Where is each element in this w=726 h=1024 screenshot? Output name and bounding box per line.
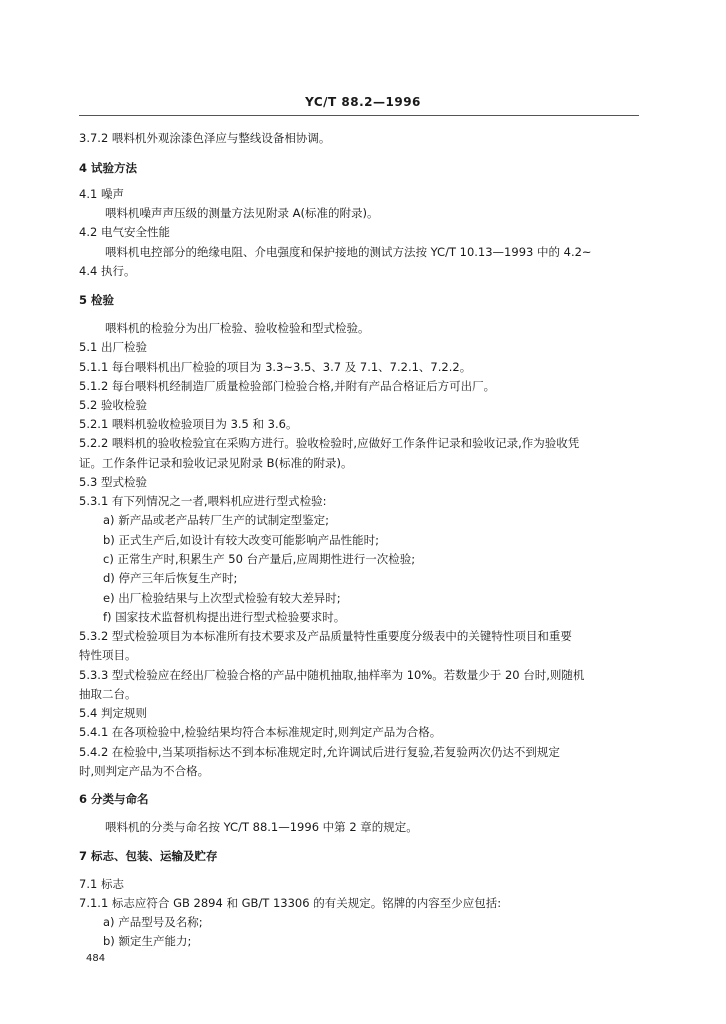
header-rule	[79, 115, 639, 116]
list-item-7-a: a) 产品型号及名称;	[103, 915, 203, 929]
list-item-7-b: b) 额定生产能力;	[103, 934, 192, 948]
clause-5-2-2-cont: 证。工作条件记录和验收记录见附录 B(标准的附录)。	[79, 456, 353, 470]
clause-5-2-heading: 5.2 验收检验	[79, 398, 147, 412]
list-item-b: b) 正式生产后,如设计有较大改变可能影响产品性能时;	[103, 533, 379, 547]
list-item-f: f) 国家技术监督机构提出进行型式检验要求时。	[103, 610, 346, 624]
clause-5-3-2: 5.3.2 型式检验项目为本标准所有技术要求及产品质量特性重要度分级表中的关键特性项目和重要	[79, 629, 572, 643]
clause-5-3-heading: 5.3 型式检验	[79, 475, 147, 489]
clause-5-3-3: 5.3.3 型式检验应在经出厂检验合格的产品中随机抽取,抽样率为 10%。若数量少于 20 台时,则随机	[79, 668, 585, 682]
clause-5-3-1: 5.3.1 有下列情况之一者,喂料机应进行型式检验:	[79, 494, 327, 508]
clause-5-2-1: 5.2.1 喂料机验收检验项目为 3.5 和 3.6。	[79, 417, 298, 431]
clause-4-2-text-cont: 4.4 执行。	[79, 264, 136, 278]
list-item-e: e) 出厂检验结果与上次型式检验有较大差异时;	[103, 591, 341, 605]
clause-4-2-text: 喂料机电控部分的绝缘电阻、介电强度和保护接地的测试方法按 YC/T 10.13—1993 中的 4.2~	[105, 245, 592, 259]
section-heading-4: 4 试验方法	[79, 161, 138, 175]
section-heading-7: 7 标志、包装、运输及贮存	[79, 849, 218, 863]
clause-5-4-heading: 5.4 判定规则	[79, 706, 147, 720]
clause-5-3-3-cont: 抽取二台。	[79, 687, 137, 701]
clause-4-1-text: 喂料机噪声声压级的测量方法见附录 A(标准的附录)。	[105, 206, 379, 220]
section-heading-5: 5 检验	[79, 293, 115, 307]
page-number: 484	[86, 953, 106, 964]
clause-3-7-2: 3.7.2 喂料机外观涂漆色泽应与整线设备相协调。	[79, 131, 331, 145]
clause-5-4-1: 5.4.1 在各项检验中,检验结果均符合本标准规定时,则判定产品为合格。	[79, 725, 442, 739]
clause-5-3-2-cont: 特性项目。	[79, 648, 137, 662]
clause-5-1-1: 5.1.1 每台喂料机出厂检验的项目为 3.3~3.5、3.7 及 7.1、7.2.1、7.2.2。	[79, 360, 472, 374]
section-heading-6: 6 分类与命名	[79, 792, 149, 806]
list-item-a: a) 新产品或老产品转厂生产的试制定型鉴定;	[103, 513, 330, 527]
section-6-text: 喂料机的分类与命名按 YC/T 88.1—1996 中第 2 章的规定。	[105, 820, 418, 834]
clause-7-1-1: 7.1.1 标志应符合 GB 2894 和 GB/T 13306 的有关规定。铭牌的内容至少应包括:	[79, 896, 502, 910]
clause-4-2-heading: 4.2 电气安全性能	[79, 225, 170, 239]
clause-5-1-heading: 5.1 出厂检验	[79, 340, 147, 354]
clause-5-4-2-cont: 时,则判定产品为不合格。	[79, 764, 210, 778]
clause-5-1-2: 5.1.2 每台喂料机经制造厂质量检验部门检验合格,并附有产品合格证后方可出厂。	[79, 379, 496, 393]
list-item-c: c) 正常生产时,积累生产 50 台产量后,应周期性进行一次检验;	[103, 552, 416, 566]
clause-5-4-2: 5.4.2 在检验中,当某项指标达不到本标准规定时,允许调试后进行复验,若复验两次仍达不到规定	[79, 745, 560, 759]
section-5-intro: 喂料机的检验分为出厂检验、验收检验和型式检验。	[105, 321, 370, 335]
clause-7-1-heading: 7.1 标志	[79, 877, 124, 891]
list-item-d: d) 停产三年后恢复生产时;	[103, 571, 238, 585]
clause-5-2-2: 5.2.2 喂料机的验收检验宜在采购方进行。验收检验时,应做好工作条件记录和验收记录,作为验收凭	[79, 436, 580, 450]
page-header: YC/T 88.2—1996	[305, 95, 421, 109]
clause-4-1-heading: 4.1 噪声	[79, 187, 124, 201]
